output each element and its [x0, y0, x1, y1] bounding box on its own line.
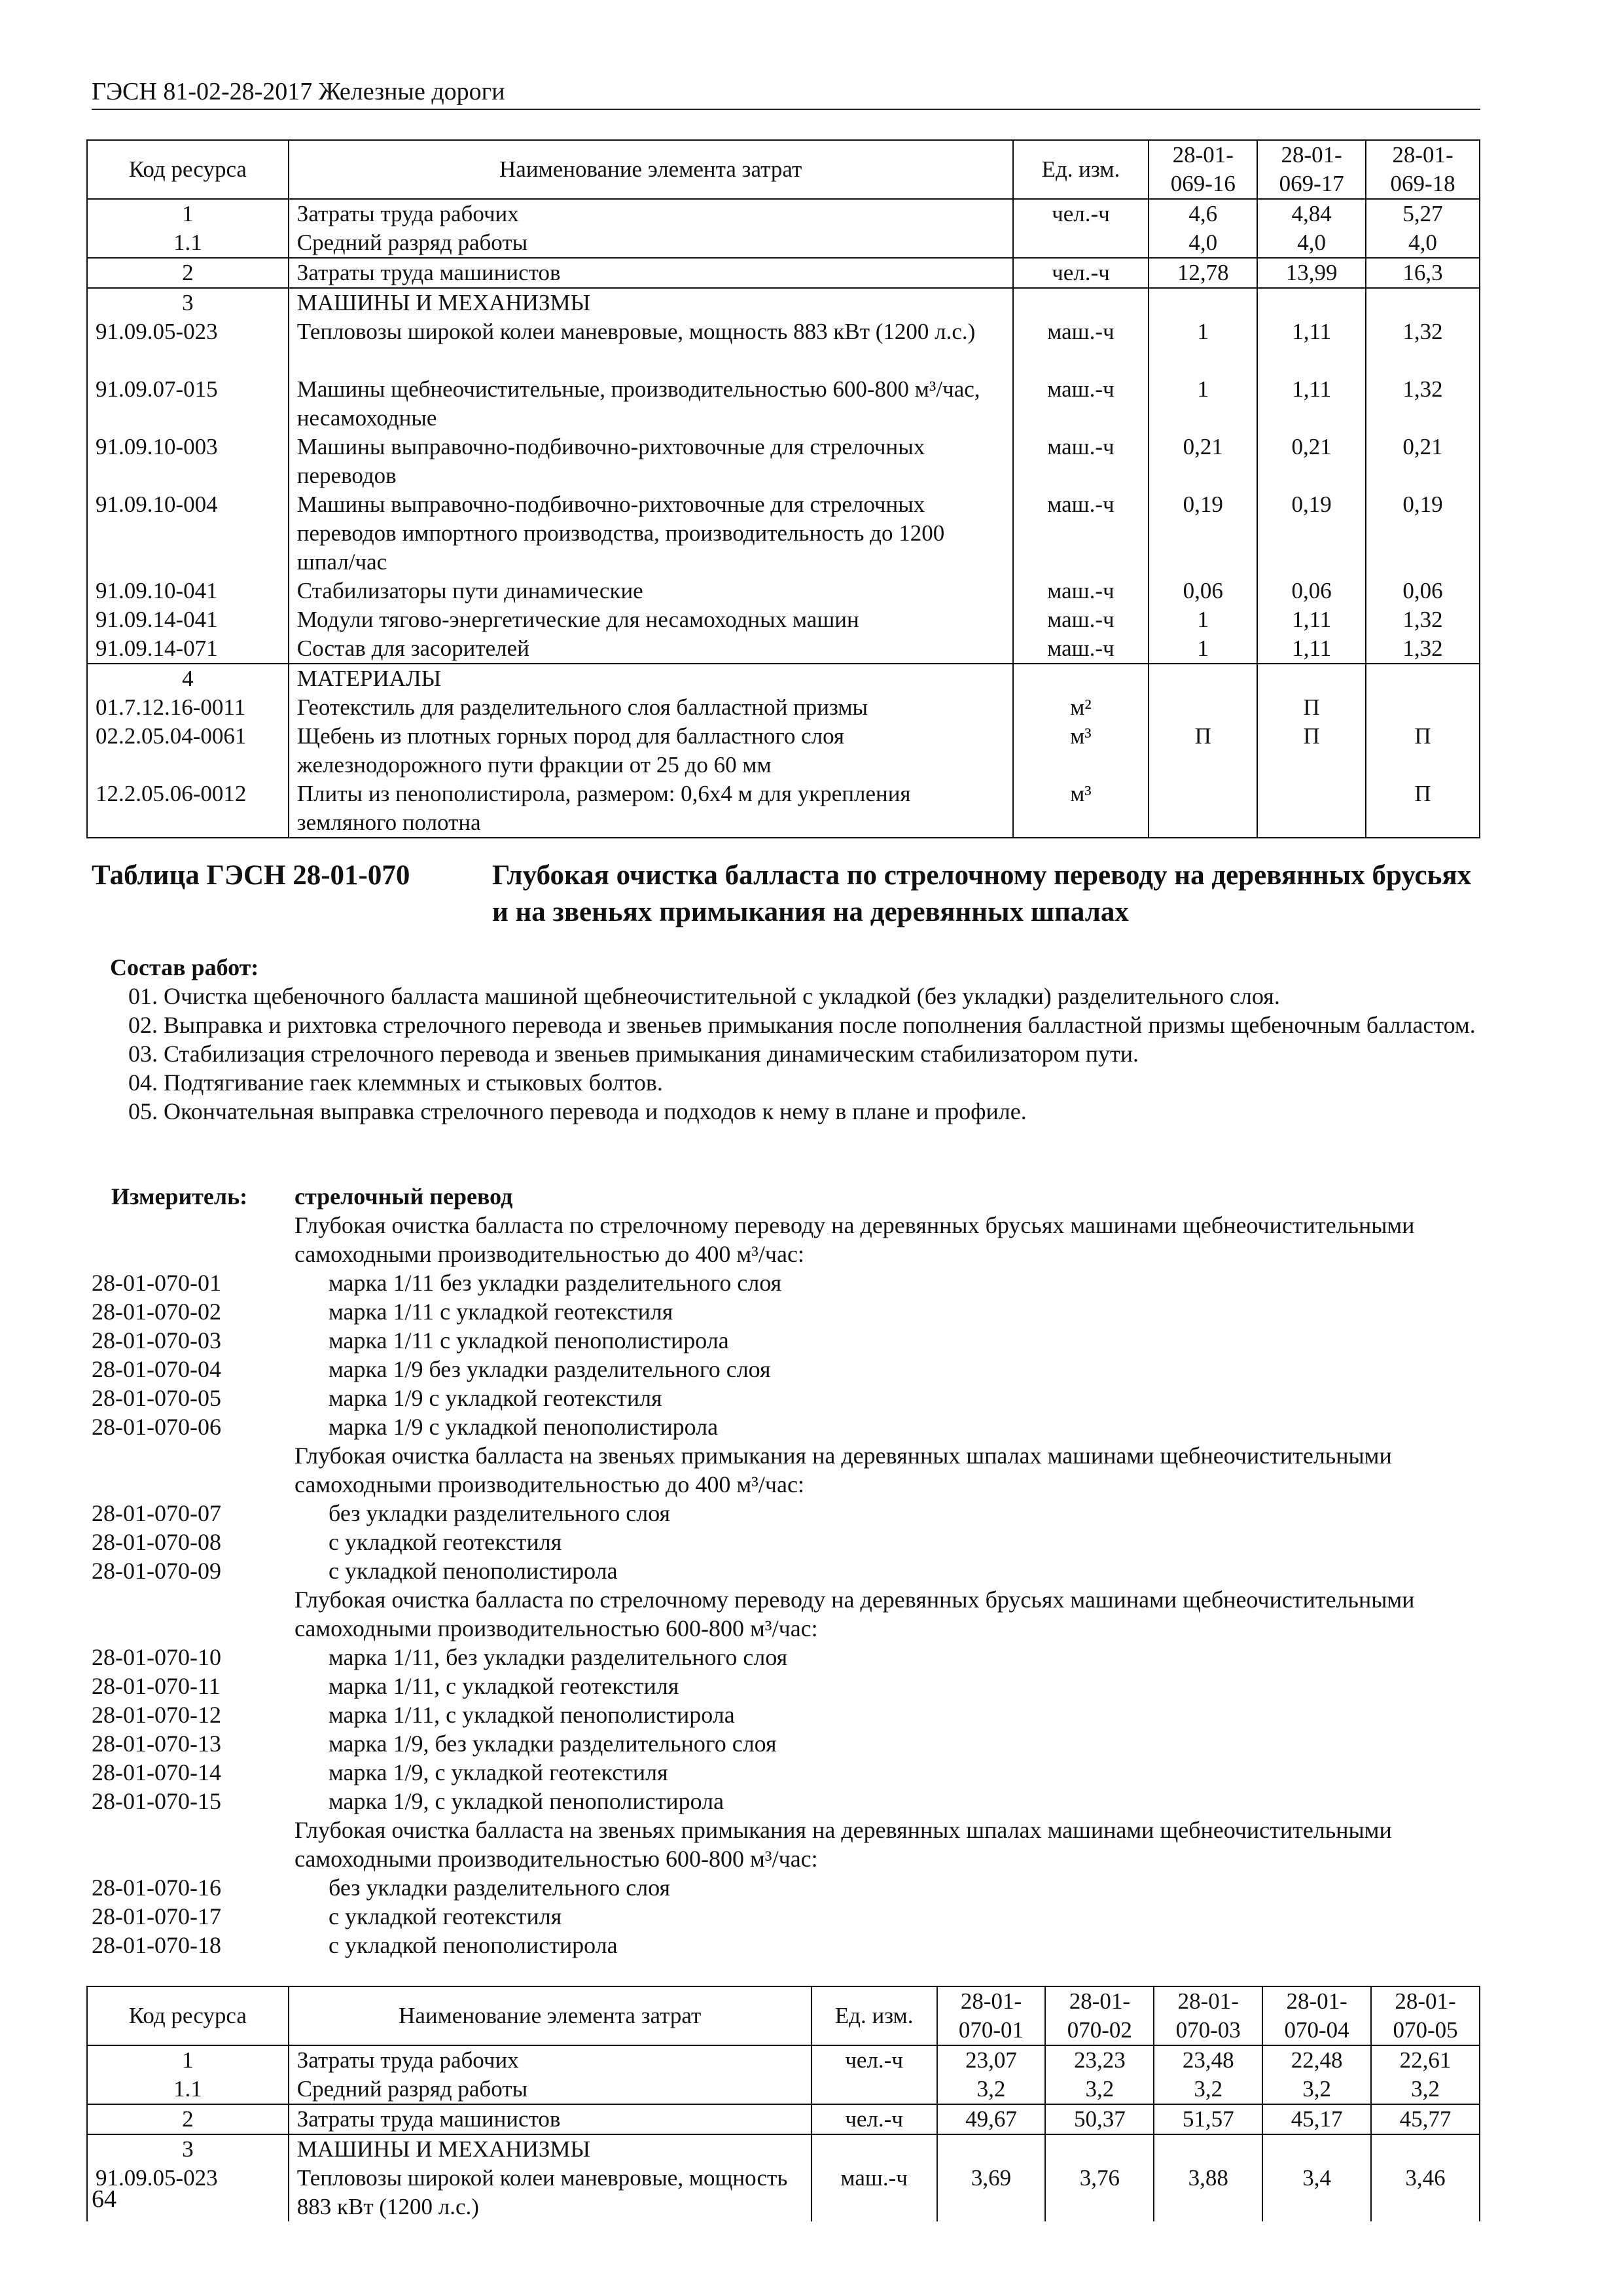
col-header-rate: 28-01-070-05: [1371, 1986, 1480, 2045]
cell-code: 01.7.12.16-0011: [87, 693, 289, 722]
composition-item: 04. Подтягивание гаек клеммных и стыковых болтов.: [128, 1069, 663, 1096]
cell-code: 91.09.10-004: [87, 490, 289, 577]
cell-value: [1149, 693, 1257, 722]
cell-code: 3: [87, 2134, 289, 2164]
cell-value: 22,48: [1262, 2045, 1371, 2075]
cell-unit: маш.-ч: [1013, 490, 1149, 577]
list-item: [92, 1758, 1486, 1787]
list-item: [92, 1499, 1486, 1528]
table-row: [87, 634, 1480, 664]
cell-section-title: МАШИНЫ И МЕХАНИЗМЫ: [289, 2134, 812, 2164]
col-header-rate: 28-01-070-04: [1262, 1986, 1371, 2045]
norm-text: марка 1/9, без укладки разделительного слоя: [329, 1731, 777, 1757]
table-row: [87, 2045, 1480, 2075]
cell-value: 0,19: [1257, 490, 1366, 577]
table-row: [87, 2164, 1480, 2221]
cell-value: 1: [1149, 375, 1257, 433]
cell-unit: маш.-ч: [1013, 317, 1149, 375]
norm-text: марка 1/9, с укладкой геотекстиля: [329, 1759, 668, 1785]
cell-code: 2: [87, 2104, 289, 2134]
norm-text: с укладкой пенополистирола: [329, 1932, 618, 1958]
cell-value: 1,11: [1257, 634, 1366, 664]
cell-value: [1257, 780, 1366, 838]
cell-unit: маш.-ч: [1013, 375, 1149, 433]
cell-value: П: [1257, 693, 1366, 722]
table-header-row: [87, 140, 1480, 199]
cell-value: 4,0: [1366, 228, 1480, 258]
cell-unit: чел.-ч: [1013, 258, 1149, 288]
cell-value: 1,32: [1366, 317, 1480, 375]
norm-code: 28-01-070-13: [92, 1731, 221, 1757]
cell-value: 23,48: [1154, 2045, 1262, 2075]
cell-unit: маш.-ч: [1013, 433, 1149, 490]
cell-code: 3: [87, 288, 289, 317]
cell-name: Затраты труда машинистов: [289, 2104, 812, 2134]
cell-code: 1.1: [87, 228, 289, 258]
cell-value: 4,0: [1257, 228, 1366, 258]
table-row: [87, 490, 1480, 577]
norm-text: марка 1/11 с укладкой пенополистирола: [329, 1327, 729, 1354]
cell-unit: чел.-ч: [812, 2045, 937, 2075]
norm-code: 28-01-070-06: [92, 1414, 221, 1440]
cell-value: 3,2: [1262, 2075, 1371, 2104]
list-item: [92, 1643, 1486, 1672]
cell-value: 3,69: [937, 2164, 1046, 2221]
cell-name: Машины щебнеочистительные, производительностью 600-800 м³/час, несамоходные: [289, 375, 1013, 433]
table-row: [87, 2104, 1480, 2134]
meter-row: [92, 1182, 1486, 1211]
col-header-rate: 28-01-069-17: [1257, 140, 1366, 199]
col-header-rate: 28-01-070-01: [937, 1986, 1046, 2045]
list-item: [92, 1528, 1486, 1556]
norm-code: 28-01-070-07: [92, 1500, 221, 1526]
cell-value: 1: [1149, 317, 1257, 375]
norm-list: [92, 1182, 1486, 1960]
list-item: [92, 1297, 1486, 1326]
list-item: [92, 1672, 1486, 1700]
norm-code: 28-01-070-18: [92, 1932, 221, 1958]
col-header-rate: 28-01-070-03: [1154, 1986, 1262, 2045]
norm-code: 28-01-070-11: [92, 1673, 221, 1699]
table-row: [87, 605, 1480, 634]
cell-code: 91.09.10-003: [87, 433, 289, 490]
table-row: [87, 577, 1480, 605]
norm-code: 28-01-070-09: [92, 1558, 221, 1584]
resource-table-070: [86, 1986, 1480, 2221]
cell-value: 1,11: [1257, 605, 1366, 634]
norm-code: 28-01-070-10: [92, 1644, 221, 1670]
norm-text: марка 1/9 с укладкой геотекстиля: [329, 1385, 662, 1411]
cell-value: 3,2: [937, 2075, 1046, 2104]
cell-value: 50,37: [1045, 2104, 1154, 2134]
cell-value: 12,78: [1149, 258, 1257, 288]
cell-value: 49,67: [937, 2104, 1046, 2134]
cell-value: 1,11: [1257, 375, 1366, 433]
table-row: [87, 375, 1480, 433]
col-header-code: Код ресурса: [87, 1986, 289, 2045]
cell-value: 4,6: [1149, 199, 1257, 228]
cell-unit: маш.-ч: [1013, 577, 1149, 605]
table-row: [87, 693, 1480, 722]
cell-unit: [1013, 228, 1149, 258]
table-row: [87, 228, 1480, 258]
norm-code: 28-01-070-04: [92, 1356, 221, 1382]
cell-code: 91.09.10-041: [87, 577, 289, 605]
cell-unit: маш.-ч: [1013, 634, 1149, 664]
cell-value: 0,19: [1366, 490, 1480, 577]
cell-code: 91.09.14-071: [87, 634, 289, 664]
list-item: [92, 1384, 1486, 1412]
table-header-row: [87, 1986, 1480, 2045]
norm-text: марка 1/11, с укладкой геотекстиля: [329, 1673, 679, 1699]
group-text: Глубокая очистка балласта на звеньях примыкания на деревянных шпалах машинами щебнеочистительными самоходными производительностью до 400 м³/час:: [294, 1443, 1392, 1498]
meter-unit: стрелочный перевод: [294, 1183, 513, 1210]
norm-code: 28-01-070-08: [92, 1529, 221, 1555]
cell-unit: м²: [1013, 693, 1149, 722]
cell-value: 0,06: [1257, 577, 1366, 605]
cell-section-title: МАШИНЫ И МЕХАНИЗМЫ: [289, 288, 1013, 317]
cell-name: Затраты труда рабочих: [289, 2045, 812, 2075]
running-header: ГЭСН 81-02-28-2017 Железные дороги: [92, 78, 505, 105]
col-header-code: Код ресурса: [87, 140, 289, 199]
cell-name: Стабилизаторы пути динамические: [289, 577, 1013, 605]
cell-value: П: [1149, 722, 1257, 780]
composition-item: 01. Очистка щебеночного балласта машиной щебнеочистительной с укладкой (без укладки) разделительного слоя.: [128, 983, 1280, 1009]
cell-code: 1: [87, 2045, 289, 2075]
norm-text: марка 1/11, без укладки разделительного слоя: [329, 1644, 788, 1670]
cell-name: Средний разряд работы: [289, 228, 1013, 258]
list-item: [92, 1700, 1486, 1729]
norm-code: 28-01-070-01: [92, 1270, 221, 1296]
list-item: [92, 1268, 1486, 1297]
col-header-name: Наименование элемента затрат: [289, 1986, 812, 2045]
table-row: [87, 780, 1480, 838]
cell-unit: маш.-ч: [1013, 605, 1149, 634]
group-heading: [92, 1441, 1486, 1499]
norm-code: 28-01-070-17: [92, 1903, 221, 1929]
norm-text: марка 1/9 с укладкой пенополистирола: [329, 1414, 719, 1440]
group-text: Глубокая очистка балласта на звеньях примыкания на деревянных шпалах машинами щебнеочистительными самоходными производительностью 600-800 м³/час:: [294, 1817, 1392, 1872]
list-item: [92, 1787, 1486, 1816]
cell-unit: чел.-ч: [812, 2104, 937, 2134]
col-header-name: Наименование элемента затрат: [289, 140, 1013, 199]
table-section-row: [87, 2134, 1480, 2164]
col-header-unit: Ед. изм.: [1013, 140, 1149, 199]
norm-text: без укладки разделительного слоя: [329, 1874, 671, 1901]
table-number: Таблица ГЭСН 28-01-070: [92, 860, 410, 891]
cell-name: Тепловозы широкой колеи маневровые, мощность 883 кВт (1200 л.с.): [289, 317, 1013, 375]
cell-value: 1: [1149, 605, 1257, 634]
cell-value: 0,06: [1149, 577, 1257, 605]
cell-value: 1,32: [1366, 375, 1480, 433]
cell-code: 91.09.05-023: [87, 2164, 289, 2221]
cell-value: 3,2: [1045, 2075, 1154, 2104]
cell-value: 3,88: [1154, 2164, 1262, 2221]
cell-value: 1: [1149, 634, 1257, 664]
cell-name: Затраты труда машинистов: [289, 258, 1013, 288]
cell-name: Геотекстиль для разделительного слоя балластной призмы: [289, 693, 1013, 722]
list-item: [92, 1355, 1486, 1384]
cell-code: 91.09.07-015: [87, 375, 289, 433]
cell-name: Машины выправочно-подбивочно-рихтовочные для стрелочных переводов: [289, 433, 1013, 490]
norm-code: 28-01-070-14: [92, 1759, 221, 1785]
cell-value: 3,2: [1154, 2075, 1262, 2104]
cell-value: 16,3: [1366, 258, 1480, 288]
group-heading: [92, 1585, 1486, 1643]
cell-code: 02.2.05.04-0061: [87, 722, 289, 780]
table-row: [87, 199, 1480, 228]
cell-code: 2: [87, 258, 289, 288]
norm-code: 28-01-070-12: [92, 1702, 221, 1728]
cell-value: [1366, 693, 1480, 722]
cell-unit: м³: [1013, 780, 1149, 838]
list-item: [92, 1556, 1486, 1585]
norm-text: с укладкой геотекстиля: [329, 1903, 562, 1929]
list-item: [92, 1729, 1486, 1758]
cell-name: Плиты из пенополистирола, размером: 0,6х4 м для укрепления земляного полотна: [289, 780, 1013, 838]
table-row: [87, 722, 1480, 780]
cell-unit: чел.-ч: [1013, 199, 1149, 228]
table-row: [87, 317, 1480, 375]
cell-value: П: [1366, 722, 1480, 780]
norm-text: без укладки разделительного слоя: [329, 1500, 671, 1526]
group-heading: [92, 1816, 1486, 1873]
cell-code: 1: [87, 199, 289, 228]
list-item: [92, 1412, 1486, 1441]
table-section-row: [87, 288, 1480, 317]
cell-value: [1149, 780, 1257, 838]
cell-value: 13,99: [1257, 258, 1366, 288]
cell-code: 12.2.05.06-0012: [87, 780, 289, 838]
work-composition: [110, 953, 1478, 1126]
cell-name: Средний разряд работы: [289, 2075, 812, 2104]
norm-code: 28-01-070-02: [92, 1299, 221, 1325]
page-number: 64: [92, 2185, 116, 2213]
table-row: [87, 433, 1480, 490]
cell-value: 1,32: [1366, 605, 1480, 634]
group-text: Глубокая очистка балласта по стрелочному переводу на деревянных брусьях машинами щебнеочистительными самоходными производительностью 600-800 м³/час:: [294, 1587, 1415, 1641]
col-header-unit: Ед. изм.: [812, 1986, 937, 2045]
norm-code: 28-01-070-03: [92, 1327, 221, 1354]
table-row: [87, 2075, 1480, 2104]
norm-text: с укладкой геотекстиля: [329, 1529, 562, 1555]
cell-name: Затраты труда рабочих: [289, 199, 1013, 228]
cell-section-title: МАТЕРИАЛЫ: [289, 664, 1013, 693]
cell-value: 0,21: [1366, 433, 1480, 490]
header-rule: [92, 109, 1480, 110]
cell-value: 45,77: [1371, 2104, 1480, 2134]
cell-unit: маш.-ч: [812, 2164, 937, 2221]
cell-value: 51,57: [1154, 2104, 1262, 2134]
cell-value: 4,84: [1257, 199, 1366, 228]
cell-name: Щебень из плотных горных пород для балластного слоя железнодорожного пути фракции от 25 до 60 мм: [289, 722, 1013, 780]
composition-heading: Состав работ:: [110, 954, 259, 980]
table-section-row: [87, 664, 1480, 693]
norm-code: 28-01-070-16: [92, 1874, 221, 1901]
cell-name: Модули тягово-энергетические для несамоходных машин: [289, 605, 1013, 634]
norm-code: 28-01-070-15: [92, 1788, 221, 1814]
col-header-rate: 28-01-070-02: [1045, 1986, 1154, 2045]
group-heading: [92, 1211, 1486, 1268]
norm-text: марка 1/11, с укладкой пенополистирола: [329, 1702, 735, 1728]
cell-name: Тепловозы широкой колеи маневровые, мощность 883 кВт (1200 л.с.): [289, 2164, 812, 2221]
composition-item: 05. Окончательная выправка стрелочного перевода и подходов к нему в плане и профиле.: [128, 1098, 1027, 1124]
cell-value: 1,11: [1257, 317, 1366, 375]
composition-item: 03. Стабилизация стрелочного перевода и звеньев примыкания динамическим стабилизатором пути.: [128, 1041, 1139, 1067]
cell-value: 0,06: [1366, 577, 1480, 605]
norm-text: с укладкой пенополистирола: [329, 1558, 618, 1584]
col-header-rate: 28-01-069-16: [1149, 140, 1257, 199]
table-title: Глубокая очистка балласта по стрелочному переводу на деревянных брусьях и на звеньях примыкания на деревянных шпалах: [492, 860, 1472, 927]
cell-code: 91.09.05-023: [87, 317, 289, 375]
cell-value: 45,17: [1262, 2104, 1371, 2134]
cell-value: 3,2: [1371, 2075, 1480, 2104]
norm-text: марка 1/11 с укладкой геотекстиля: [329, 1299, 673, 1325]
cell-value: 4,0: [1149, 228, 1257, 258]
cell-value: П: [1257, 722, 1366, 780]
cell-unit: [812, 2075, 937, 2104]
norm-code: 28-01-070-05: [92, 1385, 221, 1411]
cell-value: 23,07: [937, 2045, 1046, 2075]
list-item: [92, 1902, 1486, 1931]
meter-label: Измеритель:: [111, 1183, 248, 1210]
cell-code: 4: [87, 664, 289, 693]
cell-value: 1,32: [1366, 634, 1480, 664]
cell-code: 91.09.14-041: [87, 605, 289, 634]
list-item: [92, 1326, 1486, 1355]
cell-code: 1.1: [87, 2075, 289, 2104]
cell-value: 23,23: [1045, 2045, 1154, 2075]
cell-value: 22,61: [1371, 2045, 1480, 2075]
composition-item: 02. Выправка и рихтовка стрелочного перевода и звеньев примыкания после пополнения балластной призмы щебеночным балластом.: [128, 1012, 1476, 1038]
col-header-rate: 28-01-069-18: [1366, 140, 1480, 199]
cell-value: 3,4: [1262, 2164, 1371, 2221]
cell-value: 0,21: [1257, 433, 1366, 490]
cell-name: Состав для засорителей: [289, 634, 1013, 664]
list-item: [92, 1873, 1486, 1902]
cell-value: 5,27: [1366, 199, 1480, 228]
group-text: Глубокая очистка балласта по стрелочному переводу на деревянных брусьях машинами щебнеочистительными самоходными производительностью до 400 м³/час:: [294, 1212, 1415, 1267]
cell-value: 3,46: [1371, 2164, 1480, 2221]
cell-value: 3,76: [1045, 2164, 1154, 2221]
norm-text: марка 1/9 без укладки разделительного слоя: [329, 1356, 771, 1382]
cell-value: 0,21: [1149, 433, 1257, 490]
table-row: [87, 258, 1480, 288]
cell-value: 0,19: [1149, 490, 1257, 577]
cell-name: Машины выправочно-подбивочно-рихтовочные для стрелочных переводов импортного производства, производительность до 1200 шпал/час: [289, 490, 1013, 577]
norm-text: марка 1/9, с укладкой пенополистирола: [329, 1788, 724, 1814]
resource-table-069: [86, 139, 1480, 838]
list-item: [92, 1931, 1486, 1960]
cell-unit: м³: [1013, 722, 1149, 780]
cell-value: П: [1366, 780, 1480, 838]
norm-text: марка 1/11 без укладки разделительного слоя: [329, 1270, 782, 1296]
